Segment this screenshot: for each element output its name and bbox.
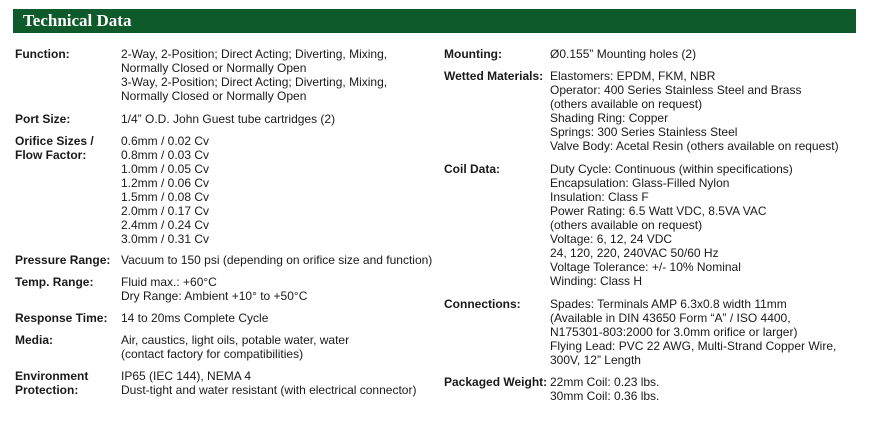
spec-values [121, 369, 416, 397]
spec-value-line: (others available on request) [550, 218, 703, 232]
spec-label-line: Flow Factor: [15, 148, 87, 162]
spec-label [15, 112, 70, 126]
spec-label-line: Wetted Materials: [444, 69, 544, 83]
spec-label-line: Environment [15, 369, 89, 383]
spec-value-line: Valve Body: Acetal Resin (others available on request) [550, 139, 839, 153]
spec-label [15, 311, 107, 325]
spec-value-line: Flying Lead: PVC 22 AWG, Multi-Strand Copper Wire, [550, 339, 837, 353]
spec-values [550, 375, 659, 403]
spec-value-line: 2.4mm / 0.24 Cv [121, 218, 210, 232]
spec-value-line: IP65 (IEC 144), NEMA 4 [121, 369, 252, 383]
spec-values [550, 297, 836, 367]
spec-label [15, 47, 70, 61]
spec-values [121, 47, 387, 103]
spec-value-line: (Available in DIN 43650 Form “A” / ISO 4400, [550, 311, 791, 325]
spec-value-line: Vacuum to 150 psi (depending on orifice size and function) [121, 253, 433, 267]
spec-values [121, 333, 349, 361]
spec-value-line: Normally Closed or Normally Open [121, 89, 307, 103]
spec-label [444, 47, 502, 61]
spec-value-line: Springs: 300 Series Stainless Steel [550, 125, 738, 139]
spec-label-line: Mounting: [444, 47, 502, 61]
spec-values [550, 47, 696, 61]
spec-values [550, 69, 839, 153]
spec-label-line: Media: [15, 333, 54, 347]
spec-value-line: Insulation: Class F [550, 190, 649, 204]
spec-label-line: Port Size: [15, 112, 71, 126]
spec-label [444, 162, 500, 176]
spec-label-line: Response Time: [15, 311, 108, 325]
spec-value-line: 300V, 12” Length [550, 353, 641, 367]
spec-value-line: 24, 120, 220, 240VAC 50/60 Hz [550, 246, 719, 260]
spec-value-line: 0.8mm / 0.03 Cv [121, 148, 210, 162]
spec-value-line: Normally Closed or Normally Open [121, 61, 307, 75]
spec-label-line: Coil Data: [444, 162, 501, 176]
spec-label-line: Packaged Weight: [444, 375, 548, 389]
spec-value-line: Spades: Terminals AMP 6.3x0.8 width 11mm [550, 297, 787, 311]
spec-value-line: Air, caustics, light oils, potable water, water [121, 333, 350, 347]
spec-value-line: 0.6mm / 0.02 Cv [121, 134, 210, 148]
spec-value-line: Shading Ring: Copper [550, 111, 669, 125]
spec-value-line: 22mm Coil: 0.23 lbs. [550, 375, 660, 389]
spec-label [15, 134, 94, 162]
spec-value-line: Voltage Tolerance: +/- 10% Nominal [550, 260, 741, 274]
spec-values [121, 253, 432, 267]
spec-value-line: Elastomers: EPDM, FKM, NBR [550, 69, 716, 83]
spec-label [15, 333, 53, 347]
spec-label-line: Temp. Range: [15, 275, 94, 289]
spec-value-line: Duty Cycle: Continuous (within specifications) [550, 162, 793, 176]
section-title: Technical Data [23, 11, 132, 30]
spec-value-line: N175301-803:2000 for 3.0mm orifice or larger) [550, 325, 798, 339]
spec-value-line: Voltage: 6, 12, 24 VDC [550, 232, 673, 246]
spec-value-line: 14 to 20ms Complete Cycle [121, 311, 269, 325]
spec-values [121, 275, 307, 303]
spec-value-line: 1.0mm / 0.05 Cv [121, 162, 210, 176]
spec-value-line: (contact factory for compatibilities) [121, 347, 304, 361]
spec-value-line: Ø0.155” Mounting holes (2) [550, 47, 697, 61]
spec-value-line: Power Rating: 6.5 Watt VDC, 8.5VA VAC [550, 204, 767, 218]
spec-label-line: Connections: [444, 297, 521, 311]
spec-label-line: Orifice Sizes / [15, 134, 94, 148]
spec-values [550, 162, 793, 288]
spec-value-line: 1.2mm / 0.06 Cv [121, 176, 210, 190]
spec-value-line: Winding: Class H [550, 274, 643, 288]
spec-value-line: 3.0mm / 0.31 Cv [121, 232, 210, 246]
spec-value-line: 1.5mm / 0.08 Cv [121, 190, 210, 204]
spec-label-line: Function: [15, 47, 70, 61]
spec-value-line: Dry Range: Ambient +10° to +50°C [121, 289, 308, 303]
spec-value-line: Dust-tight and water resistant (with electrical connector) [121, 383, 417, 397]
spec-values [121, 134, 209, 246]
spec-value-line: (others available on request) [550, 97, 703, 111]
spec-label-line: Pressure Range: [15, 253, 111, 267]
spec-value-line: 2.0mm / 0.17 Cv [121, 204, 210, 218]
spec-label [444, 69, 543, 83]
spec-value-line: 30mm Coil: 0.36 lbs. [550, 389, 660, 403]
spec-label [444, 297, 521, 311]
spec-label-line: Protection: [15, 383, 79, 397]
spec-values [121, 112, 335, 126]
spec-value-line: Operator: 400 Series Stainless Steel and Brass [550, 83, 802, 97]
spec-value-line: Fluid max.: +60°C [121, 275, 217, 289]
spec-label [15, 369, 88, 397]
spec-label [15, 253, 110, 267]
spec-values [121, 311, 268, 325]
spec-value-line: 3-Way, 2-Position; Direct Acting; Diverting, Mixing, [121, 75, 388, 89]
spec-value-line: 2-Way, 2-Position; Direct Acting; Diverting, Mixing, [121, 47, 388, 61]
spec-value-line: 1/4” O.D. John Guest tube cartridges (2) [121, 112, 336, 126]
spec-value-line: Encapsulation: Glass-Filled Nylon [550, 176, 730, 190]
spec-label [444, 375, 547, 389]
section-header [13, 9, 856, 33]
spec-label [15, 275, 93, 289]
